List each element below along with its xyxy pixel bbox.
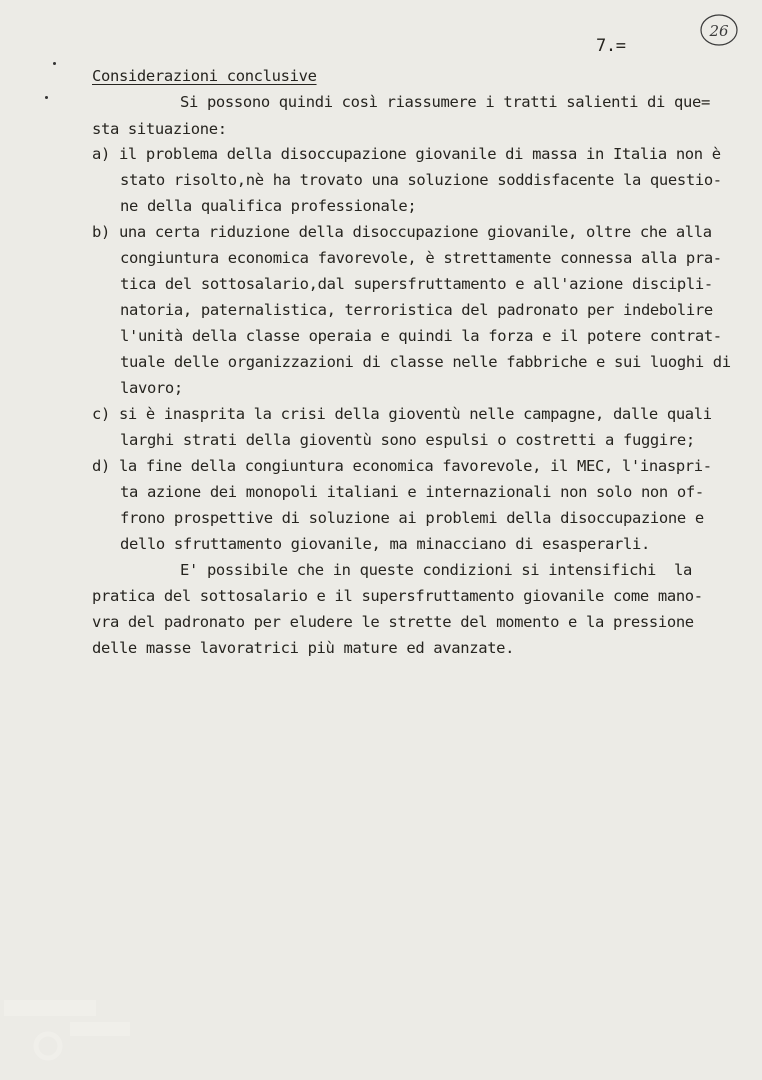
watermark-logo xyxy=(0,992,140,1062)
watermark-icon xyxy=(0,992,140,1062)
list-item-b-line: congiuntura economica favorevole, è strettamente connessa alla pra- xyxy=(120,249,722,267)
list-item-a-line: a) il problema della disoccupazione giovanile di massa in Italia non è xyxy=(92,145,721,163)
paragraph-line: pratica del sottosalario e il supersfruttamento giovanile come mano- xyxy=(92,587,703,605)
list-item-b-line: l'unità della classe operaia e quindi la forza e il potere contrat- xyxy=(120,327,722,345)
list-item-c-line: larghi strati della gioventù sono espulsi o costretti a fuggire; xyxy=(120,431,695,449)
list-item-b-line: tuale delle organizzazioni di classe nelle fabbriche e sui luoghi di xyxy=(120,353,731,371)
paragraph-line: Si possono quindi così riassumere i tratti salienti di que= xyxy=(180,93,710,111)
list-item-a-line: ne della qualifica professionale; xyxy=(120,197,417,215)
list-item-a-line: stato risolto,nè ha trovato una soluzione soddisfacente la questio- xyxy=(120,171,722,189)
archive-stamp xyxy=(699,13,739,47)
stamp-number: 26 xyxy=(709,22,729,40)
margin-mark xyxy=(53,62,56,65)
section-title: Considerazioni conclusive xyxy=(92,67,317,85)
paragraph-line: E' possibile che in queste condizioni si intensifichi la xyxy=(180,561,692,579)
paragraph-line: vra del padronato per eludere le strette del momento e la pressione xyxy=(92,613,694,631)
paragraph-line: delle masse lavoratrici più mature ed avanzate. xyxy=(92,639,515,657)
list-item-c-line: c) si è inasprita la crisi della gioventù nelle campagne, dalle quali xyxy=(92,405,712,423)
list-item-b-line: tica del sottosalario,dal supersfruttamento e all'azione discipli- xyxy=(120,275,713,293)
list-item-d-line: d) la fine della congiuntura economica favorevole, il MEC, l'inaspri- xyxy=(92,457,712,475)
list-item-d-line: dello sfruttamento giovanile, ma minacciano di esasperarli. xyxy=(120,535,650,553)
list-item-b-line: natoria, paternalistica, terroristica del padronato per indebolire xyxy=(120,301,713,319)
stamp-circle-icon xyxy=(699,13,739,47)
list-item-d-line: ta azione dei monopoli italiani e internazionali non solo non of- xyxy=(120,483,704,501)
paragraph-line: sta situazione: xyxy=(92,120,227,138)
list-item-d-line: frono prospettive di soluzione ai problemi della disoccupazione e xyxy=(120,509,704,527)
list-item-b-line: lavoro; xyxy=(120,379,183,397)
list-item-b-line: b) una certa riduzione della disoccupazione giovanile, oltre che alla xyxy=(92,223,712,241)
margin-mark xyxy=(45,96,48,99)
page-number: 7.= xyxy=(596,36,626,56)
